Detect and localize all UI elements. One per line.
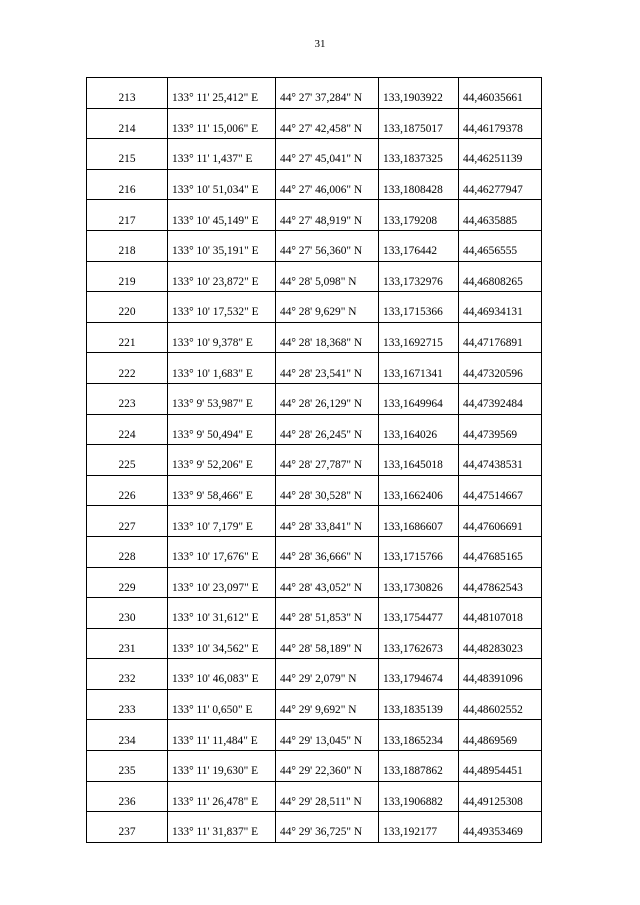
longitude-dms-cell: 133° 10' 1,683" E <box>168 353 276 384</box>
longitude-dms-cell: 133° 9' 52,206" E <box>168 445 276 476</box>
latitude-dms-cell: 44° 28' 9,629" N <box>276 292 379 323</box>
longitude-decimal-cell: 133,1865234 <box>379 720 459 751</box>
longitude-decimal-cell: 133,1692715 <box>379 322 459 353</box>
point-number-cell: 234 <box>87 720 168 751</box>
point-number-cell: 231 <box>87 628 168 659</box>
latitude-dms-cell: 44° 28' 5,098" N <box>276 261 379 292</box>
table-row <box>87 475 542 506</box>
point-number-cell: 228 <box>87 536 168 567</box>
longitude-decimal-cell: 133,1903922 <box>379 78 459 109</box>
latitude-dms-cell: 44° 28' 23,541" N <box>276 353 379 384</box>
longitude-dms-cell: 133° 10' 17,532" E <box>168 292 276 323</box>
longitude-decimal-cell: 133,1906882 <box>379 781 459 812</box>
longitude-decimal-cell: 133,1649964 <box>379 383 459 414</box>
longitude-decimal-cell: 133,192177 <box>379 812 459 843</box>
longitude-dms-cell: 133° 10' 17,676" E <box>168 536 276 567</box>
latitude-decimal-cell: 44,47862543 <box>459 567 542 598</box>
table-row <box>87 230 542 261</box>
table-row <box>87 751 542 782</box>
latitude-dms-cell: 44° 29' 9,692" N <box>276 689 379 720</box>
latitude-dms-cell: 44° 27' 56,360" N <box>276 230 379 261</box>
table-row <box>87 414 542 445</box>
latitude-dms-cell: 44° 28' 26,245" N <box>276 414 379 445</box>
latitude-decimal-cell: 44,47606691 <box>459 506 542 537</box>
point-number-cell: 221 <box>87 322 168 353</box>
table-row <box>87 781 542 812</box>
longitude-dms-cell: 133° 9' 50,494" E <box>168 414 276 445</box>
point-number-cell: 229 <box>87 567 168 598</box>
longitude-decimal-cell: 133,1715366 <box>379 292 459 323</box>
latitude-dms-cell: 44° 28' 43,052" N <box>276 567 379 598</box>
longitude-decimal-cell: 133,1671341 <box>379 353 459 384</box>
latitude-dms-cell: 44° 27' 46,006" N <box>276 169 379 200</box>
latitude-dms-cell: 44° 28' 27,787" N <box>276 445 379 476</box>
longitude-decimal-cell: 133,1875017 <box>379 108 459 139</box>
latitude-dms-cell: 44° 28' 58,189" N <box>276 628 379 659</box>
latitude-decimal-cell: 44,4869569 <box>459 720 542 751</box>
longitude-dms-cell: 133° 10' 23,097" E <box>168 567 276 598</box>
point-number-cell: 216 <box>87 169 168 200</box>
latitude-decimal-cell: 44,46035661 <box>459 78 542 109</box>
longitude-decimal-cell: 133,1645018 <box>379 445 459 476</box>
latitude-dms-cell: 44° 29' 13,045" N <box>276 720 379 751</box>
longitude-decimal-cell: 133,1715766 <box>379 536 459 567</box>
latitude-decimal-cell: 44,4635885 <box>459 200 542 231</box>
point-number-cell: 233 <box>87 689 168 720</box>
table-row <box>87 598 542 629</box>
longitude-dms-cell: 133° 9' 53,987" E <box>168 383 276 414</box>
table-row <box>87 322 542 353</box>
longitude-dms-cell: 133° 11' 31,837" E <box>168 812 276 843</box>
longitude-dms-cell: 133° 10' 35,191" E <box>168 230 276 261</box>
table-row <box>87 383 542 414</box>
page-number: 31 <box>314 38 326 50</box>
longitude-decimal-cell: 133,1837325 <box>379 139 459 170</box>
point-number-cell: 227 <box>87 506 168 537</box>
table-row <box>87 567 542 598</box>
table-row <box>87 200 542 231</box>
latitude-dms-cell: 44° 28' 18,368" N <box>276 322 379 353</box>
longitude-dms-cell: 133° 11' 19,630" E <box>168 751 276 782</box>
point-number-cell: 230 <box>87 598 168 629</box>
latitude-decimal-cell: 44,46179378 <box>459 108 542 139</box>
point-number-cell: 224 <box>87 414 168 445</box>
table-row <box>87 169 542 200</box>
longitude-dms-cell: 133° 10' 45,149" E <box>168 200 276 231</box>
latitude-dms-cell: 44° 28' 30,528" N <box>276 475 379 506</box>
longitude-dms-cell: 133° 10' 7,179" E <box>168 506 276 537</box>
table-row <box>87 139 542 170</box>
latitude-decimal-cell: 44,48283023 <box>459 628 542 659</box>
longitude-decimal-cell: 133,164026 <box>379 414 459 445</box>
latitude-decimal-cell: 44,46808265 <box>459 261 542 292</box>
coordinates-table <box>86 77 542 843</box>
latitude-decimal-cell: 44,48954451 <box>459 751 542 782</box>
point-number-cell: 217 <box>87 200 168 231</box>
point-number-cell: 214 <box>87 108 168 139</box>
table-row <box>87 689 542 720</box>
table-row <box>87 292 542 323</box>
latitude-dms-cell: 44° 27' 37,284" N <box>276 78 379 109</box>
table-row <box>87 536 542 567</box>
latitude-dms-cell: 44° 29' 2,079" N <box>276 659 379 690</box>
latitude-decimal-cell: 44,47392484 <box>459 383 542 414</box>
point-number-cell: 222 <box>87 353 168 384</box>
table-row <box>87 659 542 690</box>
longitude-dms-cell: 133° 11' 1,437" E <box>168 139 276 170</box>
point-number-cell: 218 <box>87 230 168 261</box>
point-number-cell: 226 <box>87 475 168 506</box>
point-number-cell: 220 <box>87 292 168 323</box>
longitude-decimal-cell: 133,1662406 <box>379 475 459 506</box>
latitude-decimal-cell: 44,48107018 <box>459 598 542 629</box>
latitude-dms-cell: 44° 27' 45,041" N <box>276 139 379 170</box>
latitude-dms-cell: 44° 27' 48,919" N <box>276 200 379 231</box>
longitude-decimal-cell: 133,1835139 <box>379 689 459 720</box>
point-number-cell: 225 <box>87 445 168 476</box>
latitude-dms-cell: 44° 28' 51,853" N <box>276 598 379 629</box>
latitude-decimal-cell: 44,47685165 <box>459 536 542 567</box>
longitude-dms-cell: 133° 10' 34,562" E <box>168 628 276 659</box>
latitude-decimal-cell: 44,48391096 <box>459 659 542 690</box>
latitude-decimal-cell: 44,48602552 <box>459 689 542 720</box>
latitude-decimal-cell: 44,46251139 <box>459 139 542 170</box>
table-row <box>87 78 542 109</box>
latitude-decimal-cell: 44,49125308 <box>459 781 542 812</box>
latitude-decimal-cell: 44,47176891 <box>459 322 542 353</box>
point-number-cell: 232 <box>87 659 168 690</box>
latitude-decimal-cell: 44,47514667 <box>459 475 542 506</box>
longitude-decimal-cell: 133,1754477 <box>379 598 459 629</box>
longitude-dms-cell: 133° 11' 11,484" E <box>168 720 276 751</box>
latitude-dms-cell: 44° 29' 22,360" N <box>276 751 379 782</box>
table-row <box>87 628 542 659</box>
latitude-decimal-cell: 44,49353469 <box>459 812 542 843</box>
latitude-decimal-cell: 44,4656555 <box>459 230 542 261</box>
longitude-dms-cell: 133° 9' 58,466" E <box>168 475 276 506</box>
point-number-cell: 235 <box>87 751 168 782</box>
table-row <box>87 506 542 537</box>
table-row <box>87 812 542 843</box>
table-row <box>87 720 542 751</box>
table-row <box>87 108 542 139</box>
latitude-decimal-cell: 44,46277947 <box>459 169 542 200</box>
longitude-decimal-cell: 133,1730826 <box>379 567 459 598</box>
latitude-dms-cell: 44° 28' 26,129" N <box>276 383 379 414</box>
longitude-decimal-cell: 133,179208 <box>379 200 459 231</box>
table-row <box>87 353 542 384</box>
longitude-decimal-cell: 133,1686607 <box>379 506 459 537</box>
point-number-cell: 223 <box>87 383 168 414</box>
longitude-dms-cell: 133° 10' 9,378" E <box>168 322 276 353</box>
longitude-dms-cell: 133° 10' 23,872" E <box>168 261 276 292</box>
point-number-cell: 236 <box>87 781 168 812</box>
latitude-dms-cell: 44° 28' 33,841" N <box>276 506 379 537</box>
latitude-dms-cell: 44° 29' 28,511" N <box>276 781 379 812</box>
table-row <box>87 445 542 476</box>
longitude-decimal-cell: 133,1808428 <box>379 169 459 200</box>
coordinates-table-body <box>87 78 542 843</box>
latitude-dms-cell: 44° 29' 36,725" N <box>276 812 379 843</box>
longitude-decimal-cell: 133,176442 <box>379 230 459 261</box>
longitude-dms-cell: 133° 10' 46,083" E <box>168 659 276 690</box>
longitude-dms-cell: 133° 11' 0,650" E <box>168 689 276 720</box>
point-number-cell: 237 <box>87 812 168 843</box>
latitude-decimal-cell: 44,47438531 <box>459 445 542 476</box>
latitude-dms-cell: 44° 28' 36,666" N <box>276 536 379 567</box>
longitude-dms-cell: 133° 11' 26,478" E <box>168 781 276 812</box>
latitude-decimal-cell: 44,46934131 <box>459 292 542 323</box>
longitude-dms-cell: 133° 10' 31,612" E <box>168 598 276 629</box>
latitude-decimal-cell: 44,47320596 <box>459 353 542 384</box>
latitude-dms-cell: 44° 27' 42,458" N <box>276 108 379 139</box>
point-number-cell: 215 <box>87 139 168 170</box>
longitude-dms-cell: 133° 11' 15,006" E <box>168 108 276 139</box>
longitude-dms-cell: 133° 10' 51,034" E <box>168 169 276 200</box>
longitude-decimal-cell: 133,1732976 <box>379 261 459 292</box>
table-row <box>87 261 542 292</box>
point-number-cell: 219 <box>87 261 168 292</box>
longitude-dms-cell: 133° 11' 25,412" E <box>168 78 276 109</box>
longitude-decimal-cell: 133,1762673 <box>379 628 459 659</box>
longitude-decimal-cell: 133,1887862 <box>379 751 459 782</box>
longitude-decimal-cell: 133,1794674 <box>379 659 459 690</box>
latitude-decimal-cell: 44,4739569 <box>459 414 542 445</box>
point-number-cell: 213 <box>87 78 168 109</box>
